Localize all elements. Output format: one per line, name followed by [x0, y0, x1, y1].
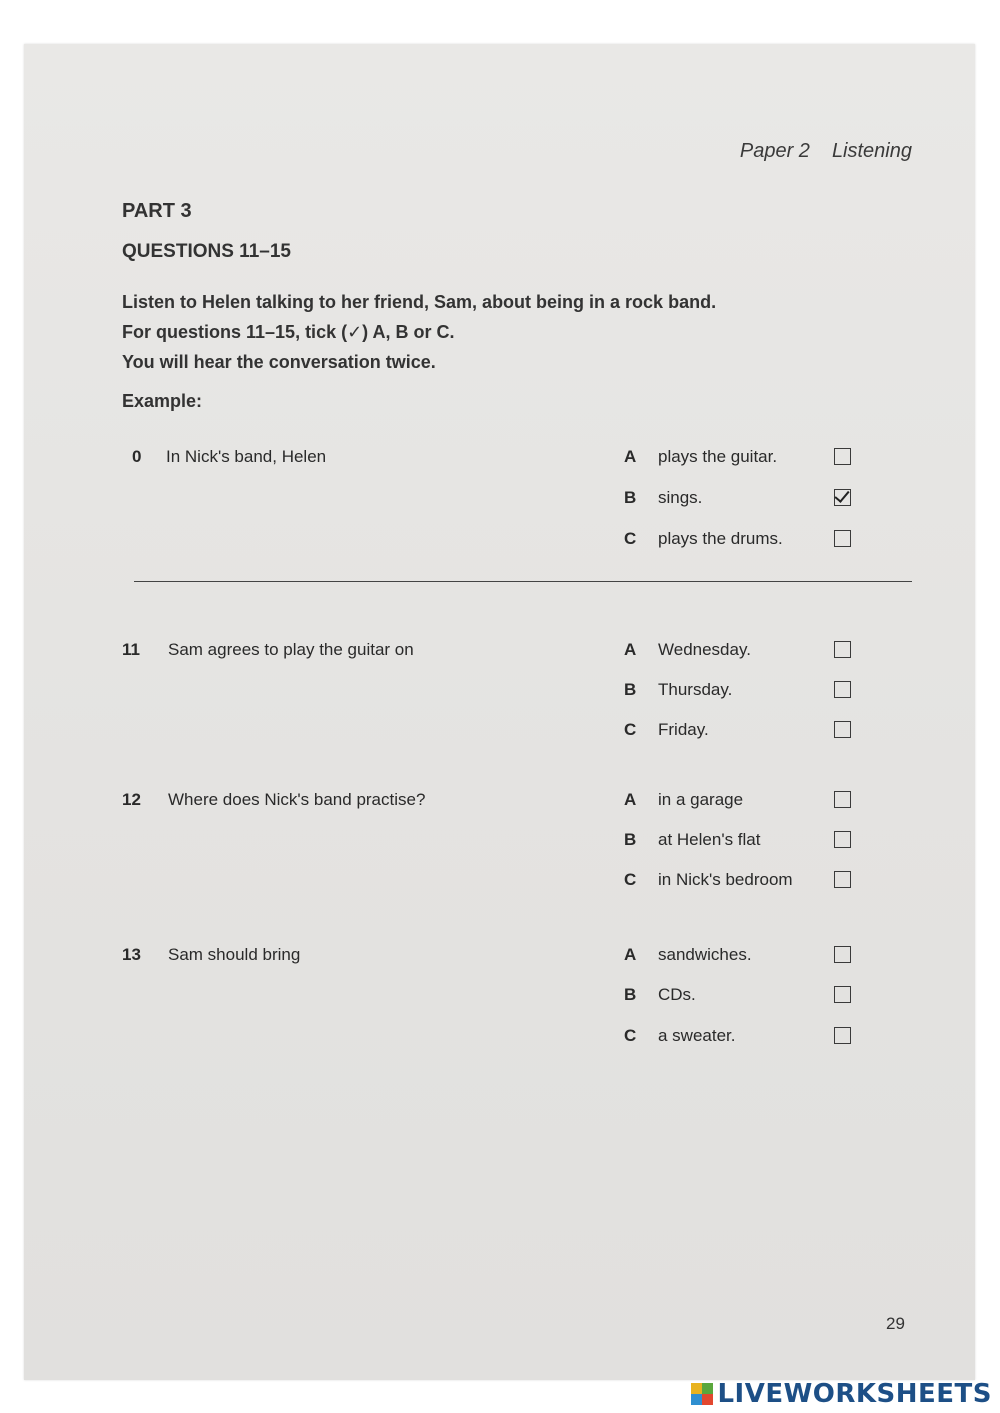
exam-paper: [24, 44, 975, 1380]
option-a: [624, 447, 864, 471]
part-title: PART 3: [122, 200, 192, 222]
option-text: CDs.: [658, 985, 696, 1004]
question-text: Sam should bring: [168, 945, 301, 964]
option-b: [624, 985, 864, 1009]
option-b: [624, 488, 864, 512]
liveworksheets-logo-icon: [691, 1383, 713, 1405]
option-text: a sweater.: [658, 1026, 736, 1045]
option-letter: A: [624, 640, 637, 659]
checkbox[interactable]: [834, 448, 851, 465]
question-number: 11: [122, 640, 140, 659]
watermark-text: LIVEWORKSHEETS: [717, 1379, 992, 1409]
paper-header: [740, 140, 912, 163]
option-text: Wednesday.: [658, 640, 751, 659]
instruction-line: For questions 11–15, tick (✓) A, B or C.: [122, 322, 455, 342]
paper-label: Paper 2: [739, 140, 810, 162]
option-letter: B: [624, 680, 637, 699]
checkbox-ticked[interactable]: [834, 489, 851, 506]
option-letter: C: [624, 529, 637, 548]
option-c: [624, 870, 864, 894]
option-text: sandwiches.: [658, 945, 752, 964]
option-letter: B: [624, 985, 637, 1004]
question-number: 0: [132, 447, 142, 466]
option-c: [624, 720, 864, 744]
option-c: [624, 1026, 864, 1050]
liveworksheets-watermark: [691, 1379, 992, 1409]
option-letter: C: [624, 720, 637, 739]
question-number: 13: [122, 945, 141, 964]
option-letter: C: [624, 870, 637, 889]
option-text: at Helen's flat: [658, 830, 761, 849]
option-c: [624, 529, 864, 553]
divider: [134, 581, 912, 582]
checkbox[interactable]: [834, 871, 851, 888]
question-text: Where does Nick's band practise?: [168, 790, 426, 809]
option-b: [624, 830, 864, 854]
checkbox[interactable]: [834, 530, 851, 547]
option-text: Thursday.: [658, 680, 733, 699]
option-a: [624, 790, 864, 814]
instruction-line: Listen to Helen talking to her friend, Sam, about being in a rock band.: [122, 292, 717, 312]
option-a: [624, 640, 864, 664]
option-a: [624, 945, 864, 969]
instruction-line: You will hear the conversation twice.: [122, 352, 436, 372]
question-text: Sam agrees to play the guitar on: [168, 640, 414, 659]
option-letter: B: [624, 830, 637, 849]
page-number: 29: [886, 1314, 905, 1333]
option-text: plays the drums.: [658, 529, 783, 548]
checkbox[interactable]: [834, 946, 851, 963]
option-text: Friday.: [658, 720, 709, 739]
checkbox[interactable]: [834, 1027, 851, 1044]
question-number: 12: [122, 790, 141, 809]
option-text: plays the guitar.: [658, 447, 778, 466]
option-text: in a garage: [658, 790, 744, 809]
option-letter: C: [624, 1026, 637, 1045]
option-letter: A: [624, 945, 637, 964]
checkbox[interactable]: [834, 831, 851, 848]
option-letter: A: [624, 790, 637, 809]
questions-range: QUESTIONS 11–15: [122, 241, 291, 262]
checkbox[interactable]: [834, 721, 851, 738]
option-letter: A: [624, 447, 637, 466]
instructions: [122, 287, 716, 377]
question-text: In Nick's band, Helen: [166, 447, 327, 466]
checkbox[interactable]: [834, 986, 851, 1003]
option-text: sings.: [658, 488, 703, 507]
checkbox[interactable]: [834, 791, 851, 808]
checkbox[interactable]: [834, 681, 851, 698]
checkbox[interactable]: [834, 641, 851, 658]
option-b: [624, 680, 864, 704]
example-label: Example:: [122, 391, 203, 411]
section-label: Listening: [831, 140, 912, 162]
option-letter: B: [624, 488, 637, 507]
option-text: in Nick's bedroom: [658, 870, 793, 889]
